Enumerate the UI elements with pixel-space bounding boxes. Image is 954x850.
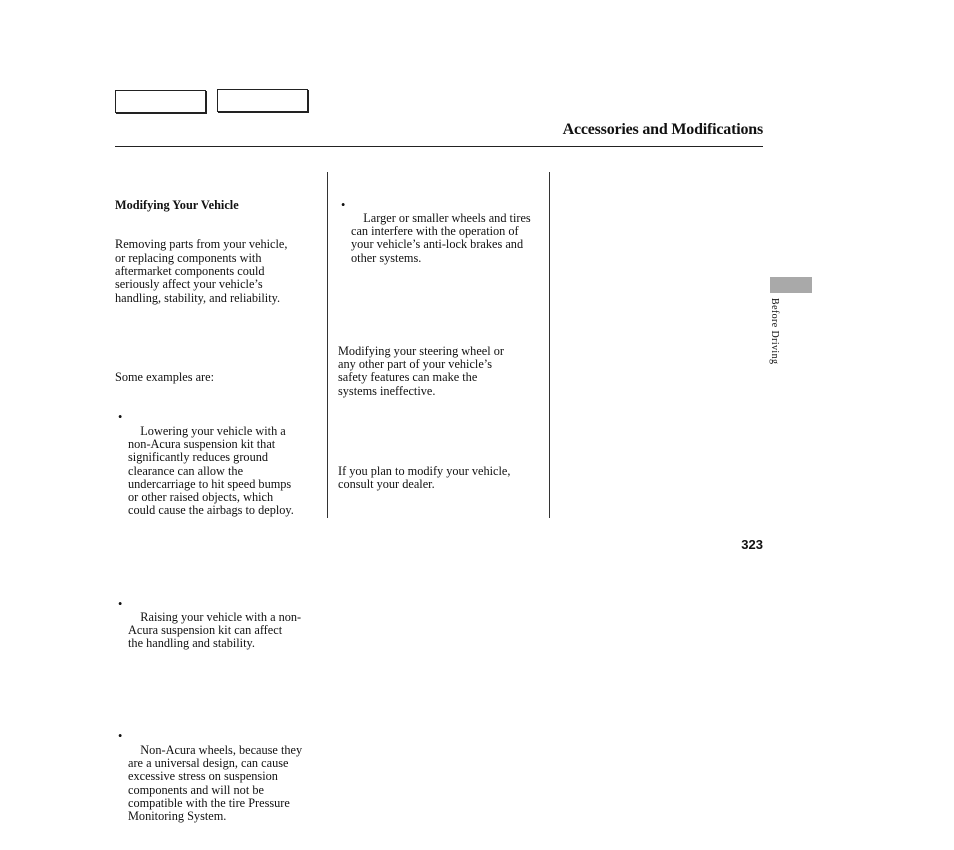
page-number: 323 — [741, 537, 763, 552]
title-rule — [115, 146, 763, 147]
list-item — [115, 598, 320, 664]
list-item — [115, 411, 320, 531]
section-tab — [770, 277, 812, 293]
list-item — [338, 199, 543, 279]
list-item-text: Lowering your vehicle with a non-Acura suspension kit that significantly reduces ground clearance can allow the undercarriage to hit speed bumps or other raised objects, which could cause the airbags to deploy. — [128, 423, 294, 518]
body-paragraph: Modifying your steering wheel or any other part of your vehicle’s safety features can make the systems ineffective. — [338, 343, 504, 398]
bullet-icon: • — [341, 197, 346, 212]
examples-label: Some examples are: — [115, 370, 215, 385]
intro-paragraph: Removing parts from your vehicle, or replacing components with aftermarket components could seriously affect your vehicle’s handling, stability, and reliability. — [115, 237, 288, 305]
section-heading: Modifying Your Vehicle — [115, 197, 239, 212]
body-paragraph: If you plan to modify your vehicle, consult your dealer. — [338, 463, 511, 491]
bullet-icon: • — [118, 410, 123, 425]
column-divider — [327, 172, 328, 518]
bullet-icon: • — [118, 729, 123, 744]
section-side-label: Before Driving — [769, 298, 780, 365]
list-item-text: Raising your vehicle with a non- Acura suspension kit can affect the handling and stability. — [128, 609, 302, 651]
page-title: Accessories and Modifications — [562, 121, 763, 138]
column-divider — [549, 172, 550, 518]
nav-box-previous[interactable] — [115, 90, 206, 113]
list-item-text: Larger or smaller wheels and tires can interfere with the operation of your vehicle’s anti-lock brakes and other systems. — [351, 210, 531, 265]
column-2 — [338, 172, 543, 504]
nav-box-next[interactable] — [217, 89, 308, 112]
list-item — [115, 730, 320, 836]
bullet-icon: • — [118, 596, 123, 611]
list-item-text: Non-Acura wheels, because they are a universal design, can cause excessive stress on suspension components and will not be compatible with the tire Pressure Monitoring System. — [128, 742, 303, 824]
column-1 — [115, 172, 320, 850]
